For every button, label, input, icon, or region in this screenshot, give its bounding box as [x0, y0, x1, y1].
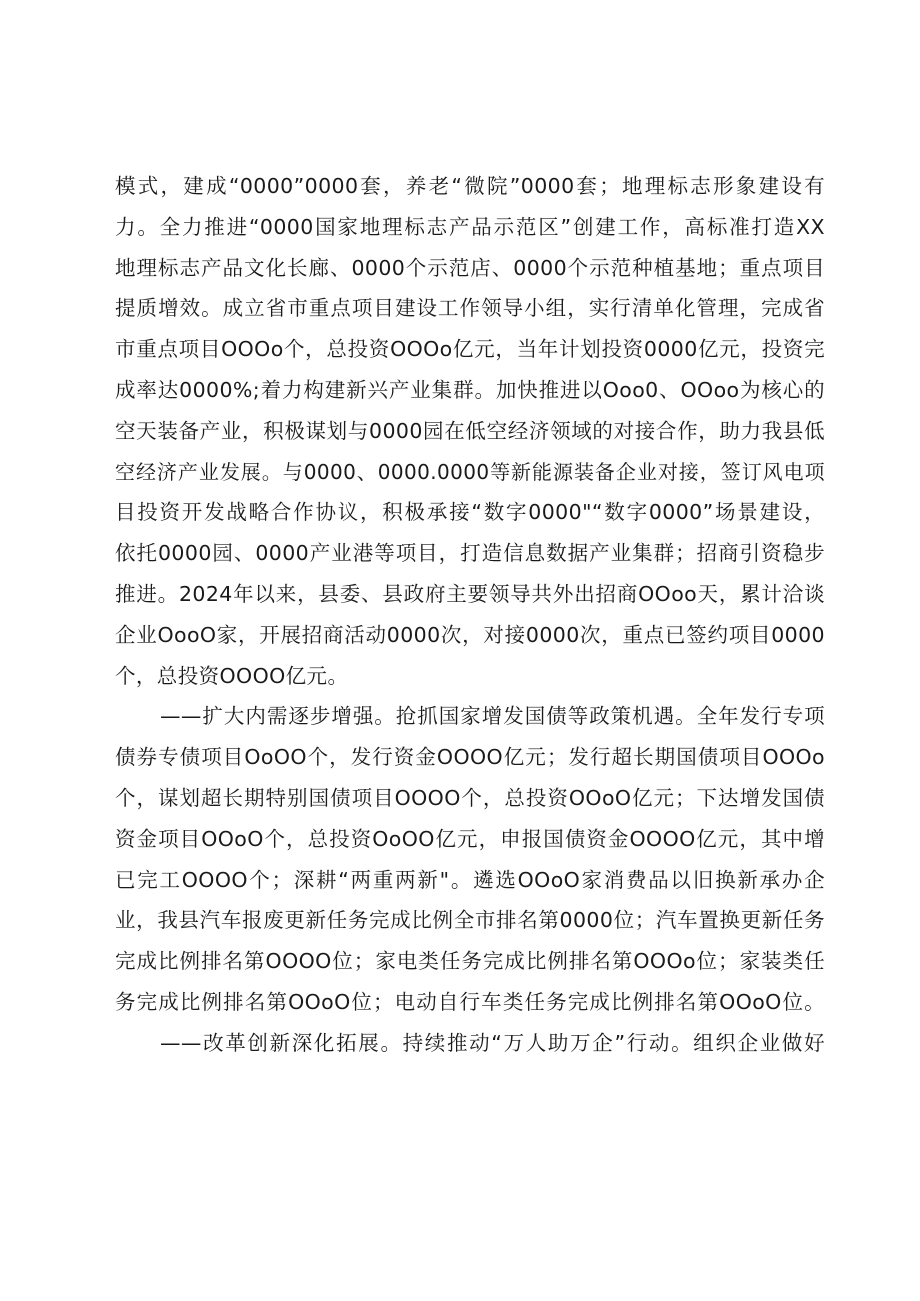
text-line: 业，我县汽车报废更新任务完成比例全市排名第0000位；汽车置换更新任务 — [115, 908, 825, 933]
text-line: 依托0000园、0000产业港等项目，打造信息数据产业集群；招商引资稳步 — [115, 541, 825, 566]
text-line: 提质增效。成立省市重点项目建设工作领导小组，实行清单化管理，完成省 — [115, 296, 825, 321]
paragraph-start-line: ——扩大内需逐步增强。抢抓国家增发国债等政策机遇。全年发行专项 — [160, 704, 825, 729]
text-line: 债券专债项目OoOO个，发行资金OOOO亿元；发行超长期国债项目OOOo — [115, 745, 825, 770]
text-line: 目投资开发战略合作协议，积极承接“数字0000"“数字0000”场景建设， — [115, 500, 825, 525]
text-line: 力。全力推进“0000国家地理标志产品示范区”创建工作，高标准打造XX — [115, 214, 825, 239]
text-line: 地理标志产品文化长廊、0000个示范店、0000个示范种植基地；重点项目 — [115, 255, 825, 280]
text-line: 已完工OOOO个；深耕“两重两新"。遴选OOoO家消费品以旧换新承办企 — [115, 867, 825, 892]
text-line: 空天装备产业，积极谋划与0000园在低空经济领域的对接合作，助力我县低 — [115, 418, 825, 443]
text-line: 个，总投资OOOO亿元。 — [115, 663, 349, 688]
text-line: 完成比例排名第OOOO位；家电类任务完成比例排名第OOOo位；家装类任 — [115, 949, 825, 974]
text-line: 成率达0000%;着力构建新兴产业集群。加快推进以Ooo0、OOoo为核心的 — [115, 377, 825, 402]
text-line: 个，谋划超长期特别国债项目OOOO个，总投资OOoO亿元；下达增发国债 — [115, 785, 825, 810]
text-line: 模式，建成“0000”0000套，养老“微院”0000套；地理标志形象建设有 — [115, 174, 825, 198]
paragraph-start-line: ——改革创新深化拓展。持续推动“万人助万企”行动。组织企业做好 — [160, 1030, 825, 1055]
text-line: 推进。2024年以来，县委、县政府主要领导共外出招商OOoo天，累计洽谈 — [115, 581, 825, 606]
text-line: 企业OooO家，开展招商活动0000次，对接0000次，重点已签约项目0000 — [115, 622, 825, 647]
text-line: 空经济产业发展。与0000、0000.0000等新能源装备企业对接，签订风电项 — [115, 459, 825, 484]
body-text — [115, 166, 825, 1064]
text-line: 务完成比例排名第OOoO位；电动自行车类任务完成比例排名第OOoO位。 — [115, 989, 825, 1014]
text-line: 市重点项目OOOo个，总投资OOOo亿元，当年计划投资0000亿元，投资完 — [115, 337, 825, 362]
text-line: 资金项目OOoO个，总投资OoOO亿元，申报国债资金OOOO亿元，其中增 — [115, 826, 825, 851]
